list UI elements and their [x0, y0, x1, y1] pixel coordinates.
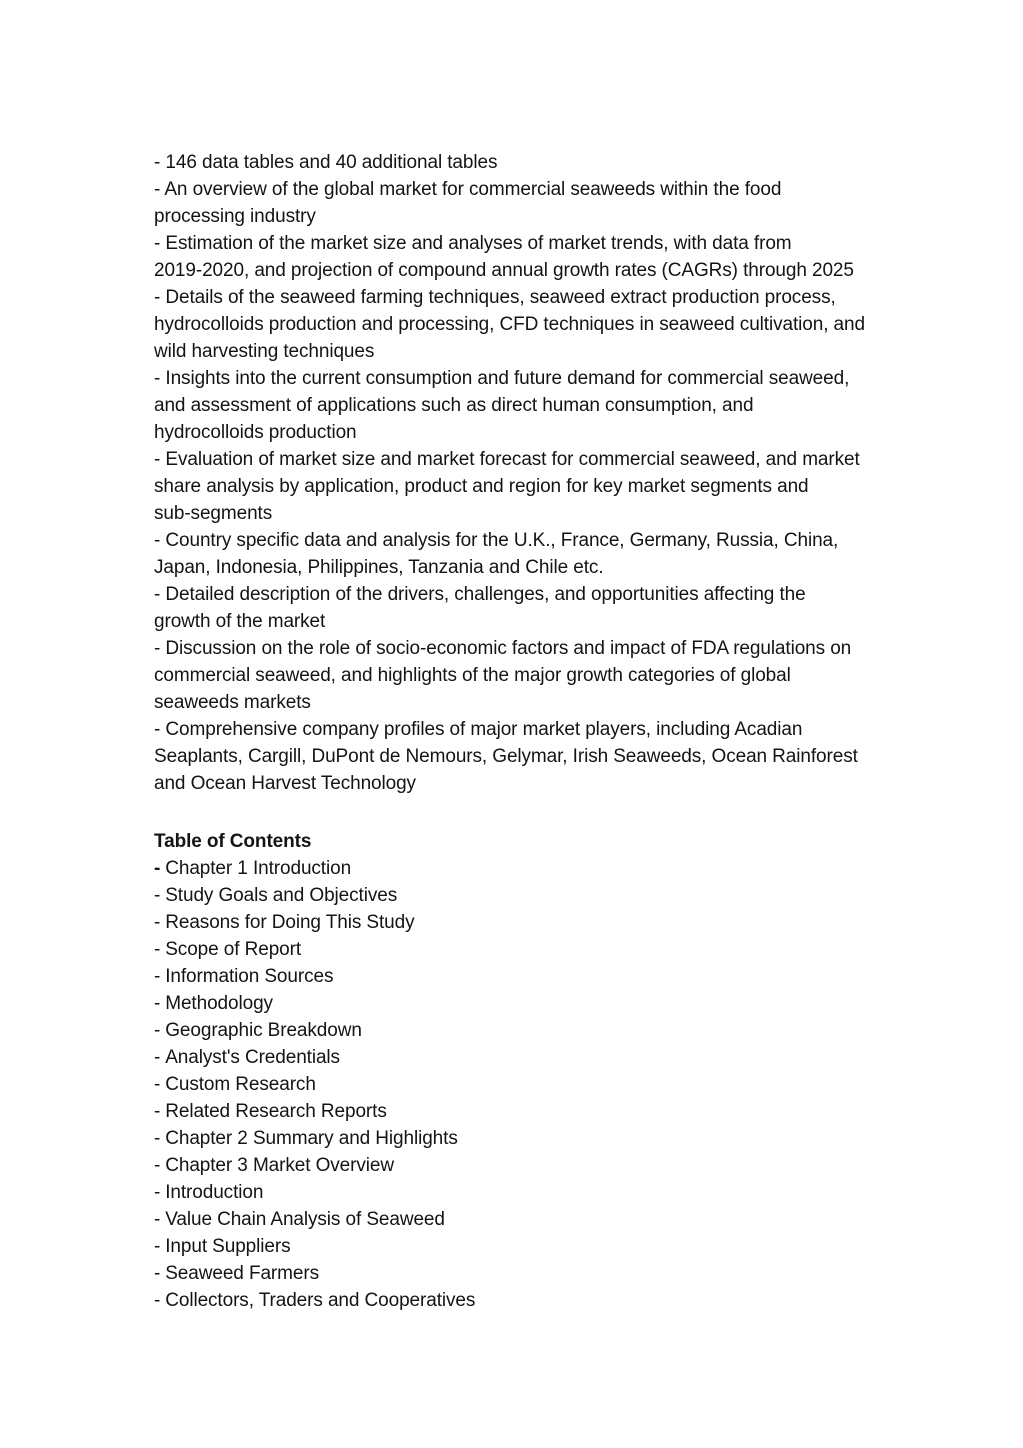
toc-item-dash: - [154, 1236, 161, 1257]
toc-item-label: Chapter 2 Summary and Highlights [165, 1128, 458, 1149]
description-line: - 146 data tables and 40 additional tables [154, 152, 498, 173]
description-line: Seaplants, Cargill, DuPont de Nemours, Gelymar, Irish Seaweeds, Ocean Rainforest [154, 746, 858, 767]
toc-item [154, 882, 894, 909]
toc-item [154, 963, 894, 990]
description-line: 2019-2020, and projection of compound annual growth rates (CAGRs) through 2025 [154, 260, 854, 281]
toc-item-label: Introduction [165, 1182, 264, 1203]
description-line: seaweeds markets [154, 692, 311, 713]
description-line: - Discussion on the role of socio-economic factors and impact of FDA regulations on [154, 638, 852, 659]
description-line: and Ocean Harvest Technology [154, 773, 416, 794]
toc-heading: Table of Contents [154, 831, 312, 852]
toc-item-dash: - [154, 966, 161, 987]
toc-item [154, 1152, 894, 1179]
description-line: - Insights into the current consumption and future demand for commercial seaweed, [154, 368, 850, 389]
description-line: growth of the market [154, 611, 326, 632]
description-line: hydrocolloids production [154, 422, 357, 443]
toc-item-dash: - [154, 1182, 161, 1203]
description-line: commercial seaweed, and highlights of the major growth categories of global [154, 665, 791, 686]
toc-item-label: Chapter 1 Introduction [165, 858, 352, 879]
toc-item-dash: - [154, 993, 161, 1014]
toc-item-dash: - [154, 858, 161, 879]
toc-item-dash: - [154, 885, 161, 906]
description-line: and assessment of applications such as direct human consumption, and [154, 395, 754, 416]
toc-item [154, 1179, 894, 1206]
toc-item-dash: - [154, 1074, 161, 1095]
toc-item [154, 1071, 894, 1098]
toc-item-dash: - [154, 1155, 161, 1176]
toc-item-label: Chapter 3 Market Overview [165, 1155, 394, 1176]
description-line: - Country specific data and analysis for the U.K., France, Germany, Russia, China, [154, 530, 839, 551]
toc-item [154, 1233, 894, 1260]
description-line: processing industry [154, 206, 316, 227]
description-line: wild harvesting techniques [154, 341, 375, 362]
description-line: - Detailed description of the drivers, challenges, and opportunities affecting the [154, 584, 806, 605]
toc-item-label: Related Research Reports [165, 1101, 387, 1122]
toc-item-dash: - [154, 1101, 161, 1122]
toc-item-label: Study Goals and Objectives [165, 885, 398, 906]
description-line: hydrocolloids production and processing, CFD techniques in seaweed cultivation, and [154, 314, 865, 335]
toc-item [154, 936, 894, 963]
toc-item [154, 1260, 894, 1287]
toc-item-label: Collectors, Traders and Cooperatives [165, 1290, 476, 1311]
toc-item-label: Geographic Breakdown [165, 1020, 362, 1041]
toc-item-dash: - [154, 1209, 161, 1230]
toc-item [154, 1125, 894, 1152]
page-content [154, 149, 894, 1314]
toc-item [154, 990, 894, 1017]
toc-item-dash: - [154, 1047, 161, 1068]
toc-item-label: Analyst's Credentials [165, 1047, 340, 1068]
toc-list [154, 855, 894, 1314]
toc-item [154, 1044, 894, 1071]
description-line: - Details of the seaweed farming techniques, seaweed extract production process, [154, 287, 836, 308]
toc-item-label: Reasons for Doing This Study [165, 912, 415, 933]
toc-item-dash: - [154, 1290, 161, 1311]
toc-item-label: Methodology [165, 993, 273, 1014]
toc-item [154, 1287, 894, 1314]
description-line: sub-segments [154, 503, 273, 524]
description-line: - Evaluation of market size and market forecast for commercial seaweed, and market [154, 449, 860, 470]
toc-item [154, 1206, 894, 1233]
toc-item-dash: - [154, 912, 161, 933]
report-description [154, 149, 894, 797]
toc-item-dash: - [154, 1020, 161, 1041]
toc-item-label: Custom Research [165, 1074, 316, 1095]
description-line: - Comprehensive company profiles of major market players, including Acadian [154, 719, 803, 740]
toc-item-label: Value Chain Analysis of Seaweed [165, 1209, 445, 1230]
description-line: Japan, Indonesia, Philippines, Tanzania and Chile etc. [154, 557, 604, 578]
toc-item-dash: - [154, 939, 161, 960]
toc-item-label: Seaweed Farmers [165, 1263, 319, 1284]
description-line: - An overview of the global market for commercial seaweeds within the food [154, 179, 782, 200]
toc-item-dash: - [154, 1263, 161, 1284]
toc-item-label: Information Sources [165, 966, 334, 987]
toc-item-label: Input Suppliers [165, 1236, 291, 1257]
description-line: share analysis by application, product and region for key market segments and [154, 476, 809, 497]
toc-item [154, 909, 894, 936]
toc-item-dash: - [154, 1128, 161, 1149]
toc-item-label: Scope of Report [165, 939, 302, 960]
toc-item [154, 1017, 894, 1044]
description-line: - Estimation of the market size and analyses of market trends, with data from [154, 233, 792, 254]
table-of-contents [154, 828, 894, 1314]
toc-item [154, 1098, 894, 1125]
toc-item [154, 855, 894, 882]
